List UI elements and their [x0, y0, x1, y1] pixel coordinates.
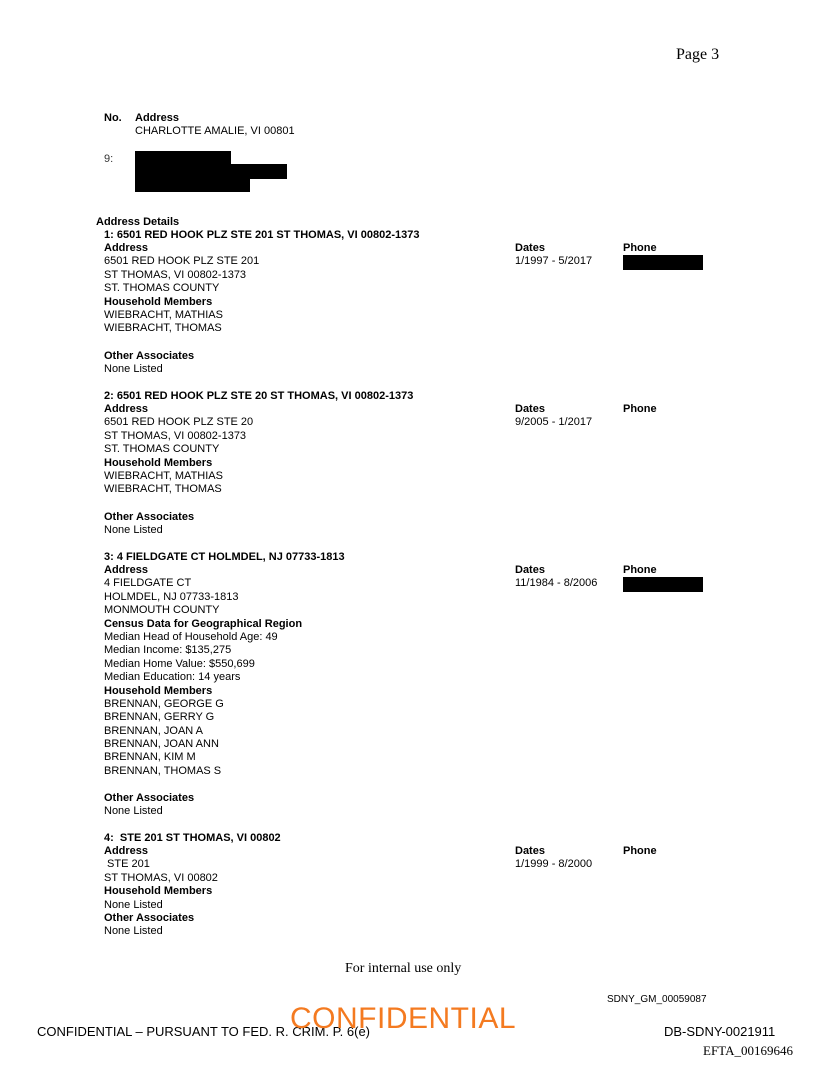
- dates-label: Dates: [515, 564, 545, 576]
- census-line: Median Head of Household Age: 49: [104, 630, 278, 643]
- entry-heading: 3: 4 FIELDGATE CT HOLMDEL, NJ 07733-1813: [104, 551, 345, 563]
- household-member: WIEBRACHT, THOMAS: [104, 322, 222, 335]
- confidential-notice: CONFIDENTIAL – PURSUANT TO FED. R. CRIM. P. 6(e): [37, 1024, 371, 1039]
- prior-address-line: CHARLOTTE AMALIE, VI 00801: [135, 125, 295, 137]
- entry-body: [104, 403, 253, 497]
- entry-body: [104, 564, 302, 778]
- other-associates: [104, 511, 194, 538]
- other-associates: [104, 792, 194, 819]
- phone-label: Phone: [623, 564, 657, 576]
- address-line: ST THOMAS, VI 00802-1373: [104, 429, 247, 442]
- household-member: BRENNAN, THOMAS S: [104, 764, 222, 777]
- address-line: ST THOMAS, VI 00802: [104, 871, 218, 884]
- census-line: Median Income: $135,275: [104, 644, 232, 657]
- other-associates-label: Other Associates: [104, 792, 195, 804]
- other-associates-label: Other Associates: [104, 350, 195, 362]
- address-line: ST THOMAS, VI 00802-1373: [104, 268, 247, 281]
- redaction-box: [623, 255, 703, 270]
- address-label: Address: [104, 564, 149, 576]
- household-member: WIEBRACHT, MATHIAS: [104, 308, 223, 321]
- household-label: Household Members: [104, 885, 213, 898]
- other-associates-value: None Listed: [104, 524, 163, 537]
- dates-label: Dates: [515, 242, 545, 254]
- address-line: HOLMDEL, NJ 07733-1813: [104, 590, 239, 603]
- address-label: Address: [104, 403, 149, 415]
- address-line: MONMOUTH COUNTY: [104, 604, 220, 617]
- other-associates: [104, 350, 194, 377]
- address-line: STE 201: [104, 858, 150, 871]
- phone-label: Phone: [623, 845, 657, 857]
- household-member: BRENNAN, KIM M: [104, 751, 196, 764]
- census-line: Median Home Value: $550,699: [104, 657, 255, 670]
- address-line: ST. THOMAS COUNTY: [104, 443, 220, 456]
- phone-label: Phone: [623, 242, 657, 254]
- dates-value: 9/2005 - 1/2017: [515, 416, 593, 428]
- household-member: BRENNAN, JOAN ANN: [104, 738, 219, 751]
- household-member: BRENNAN, GERRY G: [104, 711, 215, 724]
- internal-use-note: For internal use only: [345, 961, 462, 976]
- address-details-title: Address Details: [96, 216, 180, 228]
- household-member: BRENNAN, JOAN A: [104, 724, 204, 737]
- no-column-header: No.: [104, 112, 122, 124]
- other-associates-label: Other Associates: [104, 911, 195, 924]
- census-line: Median Education: 14 years: [104, 671, 241, 684]
- confidential-watermark: CONFIDENTIAL: [290, 1002, 517, 1035]
- redaction-box: [135, 151, 231, 164]
- census-label: Census Data for Geographical Region: [104, 617, 303, 630]
- household-member: WIEBRACHT, MATHIAS: [104, 469, 223, 482]
- entry-heading: 1: 6501 RED HOOK PLZ STE 201 ST THOMAS, VI 00802-1373: [104, 229, 420, 241]
- bates-number-efta: EFTA_00169646: [703, 1043, 793, 1058]
- household-label: Household Members: [104, 684, 213, 697]
- address-column-header: Address: [135, 112, 180, 124]
- address-line: ST. THOMAS COUNTY: [104, 282, 220, 295]
- other-associates-value: None Listed: [104, 363, 163, 376]
- household-member: WIEBRACHT, THOMAS: [104, 483, 222, 496]
- address-line: 6501 RED HOOK PLZ STE 201: [104, 255, 260, 268]
- address-label: Address: [104, 242, 149, 254]
- household-member: BRENNAN, GEORGE G: [104, 697, 224, 710]
- dates-label: Dates: [515, 845, 545, 857]
- other-associates-value: None Listed: [104, 925, 163, 938]
- entry-body: [104, 845, 218, 939]
- other-associates-value: None Listed: [104, 805, 163, 818]
- address-line: 6501 RED HOOK PLZ STE 20: [104, 416, 254, 429]
- dates-label: Dates: [515, 403, 545, 415]
- redaction-box: [135, 164, 287, 179]
- bates-number-db: DB-SDNY-0021911: [664, 1024, 776, 1039]
- household-label: Household Members: [104, 295, 213, 308]
- phone-label: Phone: [623, 403, 657, 415]
- entry-body: [104, 242, 259, 336]
- bates-number-sdny: SDNY_GM_00059087: [607, 994, 707, 1005]
- entry-heading: 2: 6501 RED HOOK PLZ STE 20 ST THOMAS, VI 00802-1373: [104, 390, 414, 402]
- household-member: None Listed: [104, 898, 163, 911]
- redaction-box: [623, 577, 703, 592]
- address-line: 4 FIELDGATE CT: [104, 577, 192, 590]
- redaction-box: [135, 179, 250, 192]
- dates-value: 1/1999 - 8/2000: [515, 858, 593, 870]
- address-label: Address: [104, 845, 149, 857]
- entry-9-number: 9:: [104, 153, 114, 165]
- dates-value: 11/1984 - 8/2006: [515, 577, 598, 589]
- other-associates-label: Other Associates: [104, 511, 195, 523]
- dates-value: 1/1997 - 5/2017: [515, 255, 593, 267]
- household-label: Household Members: [104, 456, 213, 469]
- page-number: Page 3: [676, 46, 720, 63]
- entry-heading: 4: STE 201 ST THOMAS, VI 00802: [104, 832, 281, 844]
